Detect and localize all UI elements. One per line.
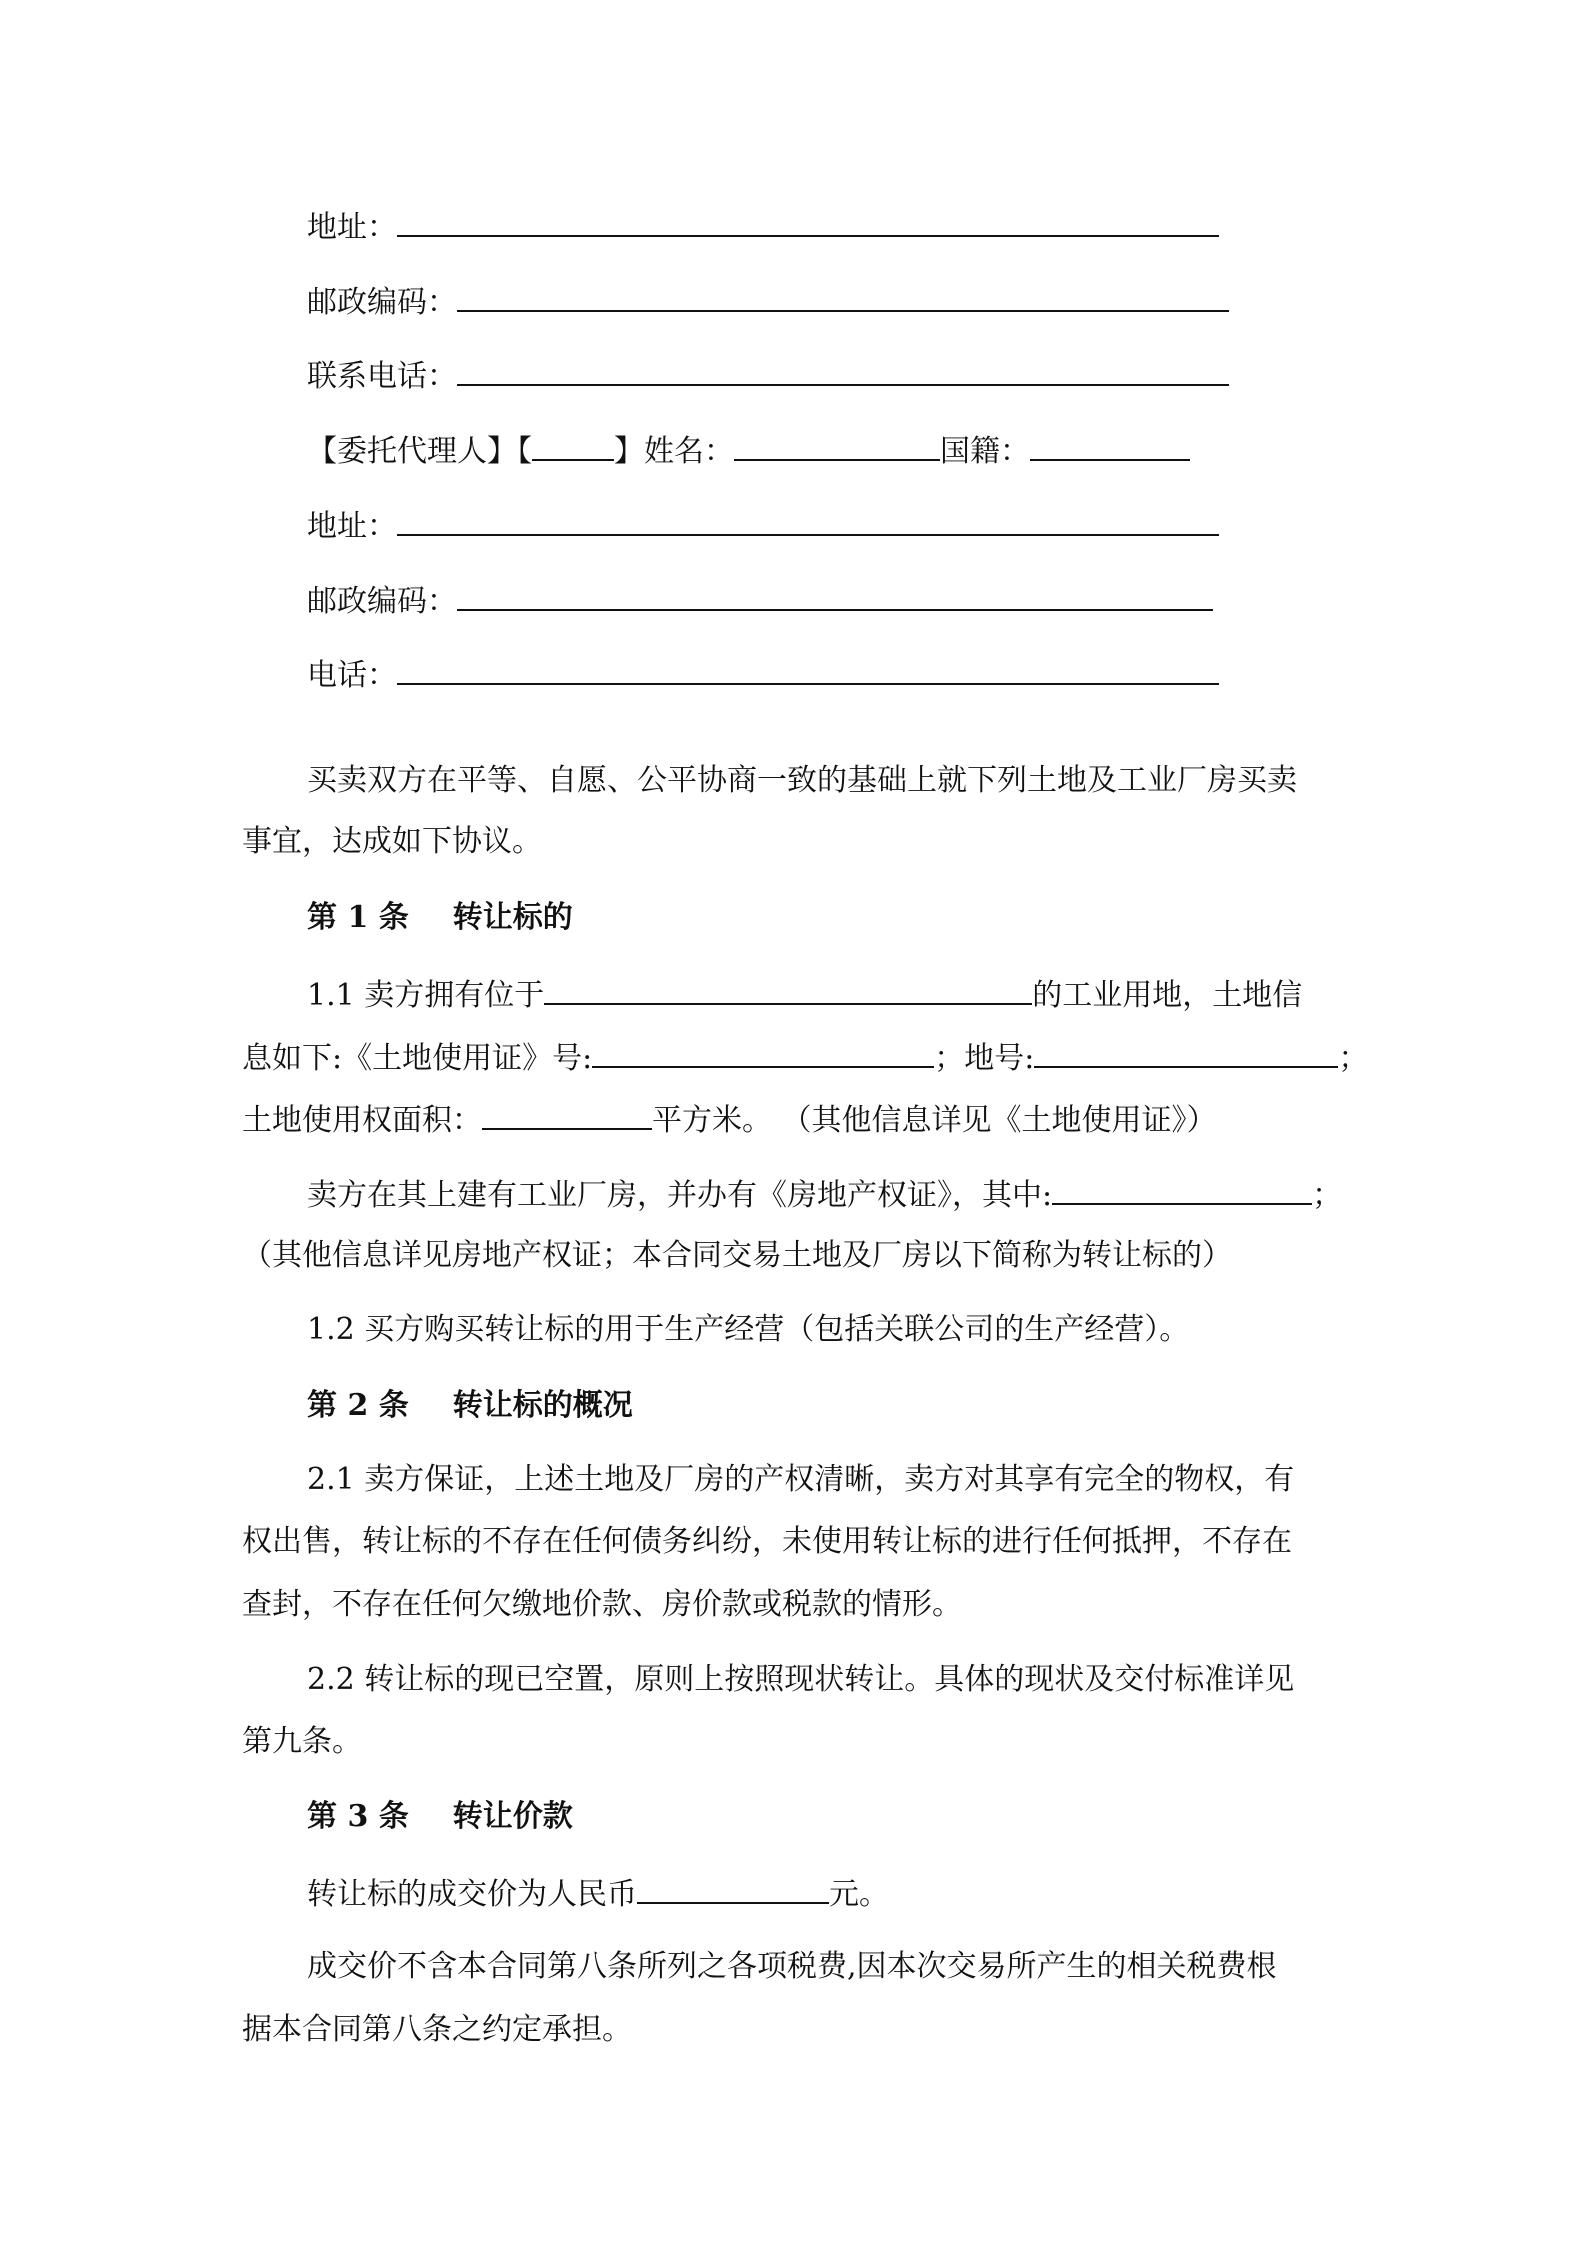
art1-p1-text-e: ； (1338, 1041, 1369, 1076)
art1-p3: 1.2 买方购买转让标的用于生产经营（包括关联公司的生产经营）。 (307, 1312, 1190, 1347)
party-postal-blank[interactable] (457, 280, 1229, 312)
agent-nationality-label: 国籍： (940, 434, 1030, 469)
land-lot-number-blank[interactable] (1034, 1036, 1338, 1068)
article-3-title: 转让价款 (452, 1799, 573, 1834)
agent-name-label: 】姓名： (614, 434, 734, 469)
article-1-number: 第 1 条 (307, 900, 409, 935)
art2-p1-line-2: 权出售，转让标的不存在任何债务纠纷，未使用转让标的进行任何抵押，不存在 (242, 1524, 1292, 1559)
art2-p2-line-2: 第九条。 (242, 1724, 362, 1759)
art3-p1-text-a: 转让标的成交价为人民币 (307, 1877, 637, 1912)
agent-role-blank[interactable] (532, 429, 614, 461)
party-phone-blank[interactable] (457, 354, 1229, 386)
land-certificate-blank[interactable] (592, 1036, 934, 1068)
party-postal-row (307, 280, 1229, 323)
agent-row (307, 429, 1190, 472)
agent-nationality-blank[interactable] (1030, 429, 1190, 461)
party-address-blank[interactable] (397, 205, 1219, 237)
agent-postal-blank[interactable] (457, 579, 1213, 611)
price-blank[interactable] (637, 1872, 829, 1904)
article-3-heading (307, 1797, 573, 1837)
agent-phone-label: 电话： (307, 658, 397, 693)
art2-p1-line-3: 查封，不存在任何欠缴地价款、房价款或税款的情形。 (242, 1587, 962, 1622)
article-1-title: 转让标的 (452, 900, 573, 935)
art1-p2-text-a: 卖方在其上建有工业厂房，并办有《房地产权证》，其中: (307, 1178, 1053, 1213)
article-2-number: 第 2 条 (307, 1388, 409, 1423)
agent-postal-label: 邮政编码： (307, 584, 457, 619)
land-location-blank[interactable] (544, 973, 1032, 1005)
art1-p1-line-1 (307, 973, 1302, 1016)
art2-p1-line-1: 2.1 卖方保证，上述土地及厂房的产权清晰，卖方对其享有完全的物权，有 (307, 1462, 1295, 1497)
party-phone-row (307, 354, 1229, 397)
agent-phone-row (307, 653, 1219, 696)
art3-p2-line-2: 据本合同第八条之约定承担。 (242, 2012, 632, 2047)
art3-p2-line-1: 成交价不含本合同第八条所列之各项税费,因本次交易所产生的相关税费根 (307, 1949, 1277, 1984)
art1-p1-line-3 (242, 1098, 1217, 1141)
art1-p1-text-f: 土地使用权面积： (242, 1103, 482, 1138)
art1-p1-text-d: ；地号: (934, 1041, 1035, 1076)
art1-p1-text-g: 平方米。 （其他信息详见《土地使用证》） (652, 1103, 1217, 1138)
agent-address-blank[interactable] (397, 504, 1219, 536)
article-3-number: 第 3 条 (307, 1799, 409, 1834)
art3-p1 (307, 1872, 889, 1915)
art1-p1-line-2 (242, 1036, 1368, 1079)
art2-p2-line-1: 2.2 转让标的现已空置，原则上按照现状转让。具体的现状及交付标准详见 (307, 1662, 1295, 1697)
agent-name-blank[interactable] (734, 429, 940, 461)
agent-address-label: 地址： (307, 509, 397, 544)
party-phone-label: 联系电话： (307, 359, 457, 394)
party-address-label: 地址： (307, 210, 397, 245)
article-2-heading (307, 1386, 633, 1426)
art1-p1-text-c: 息如下:《土地使用证》号: (242, 1041, 593, 1076)
intro-line-1: 买卖双方在平等、自愿、公平协商一致的基础上就下列土地及工业厂房买卖 (307, 763, 1297, 798)
land-area-blank[interactable] (482, 1098, 652, 1130)
art1-p2-line-1 (307, 1173, 1342, 1216)
art1-p1-text-a: 1.1 卖方拥有位于 (307, 978, 545, 1013)
art3-p1-text-b: 元。 (829, 1877, 889, 1912)
art1-p1-text-b: 的工业用地，土地信 (1032, 978, 1303, 1013)
agent-postal-row (307, 579, 1213, 622)
agent-role-label: 【委托代理人】【 (307, 434, 532, 469)
art1-p2-text-b: ； (1312, 1178, 1343, 1213)
party-address-row (307, 205, 1219, 248)
property-certificate-blank[interactable] (1052, 1173, 1312, 1205)
article-1-heading (307, 898, 573, 938)
agent-phone-blank[interactable] (397, 653, 1219, 685)
art1-p2-line-2: （其他信息详见房地产权证；本合同交易土地及厂房以下简称为转让标的） (242, 1238, 1232, 1273)
agent-address-row (307, 504, 1219, 547)
article-2-title: 转让标的概况 (452, 1388, 633, 1423)
party-postal-label: 邮政编码： (307, 285, 457, 320)
intro-line-2: 事宜，达成如下协议。 (242, 824, 542, 859)
